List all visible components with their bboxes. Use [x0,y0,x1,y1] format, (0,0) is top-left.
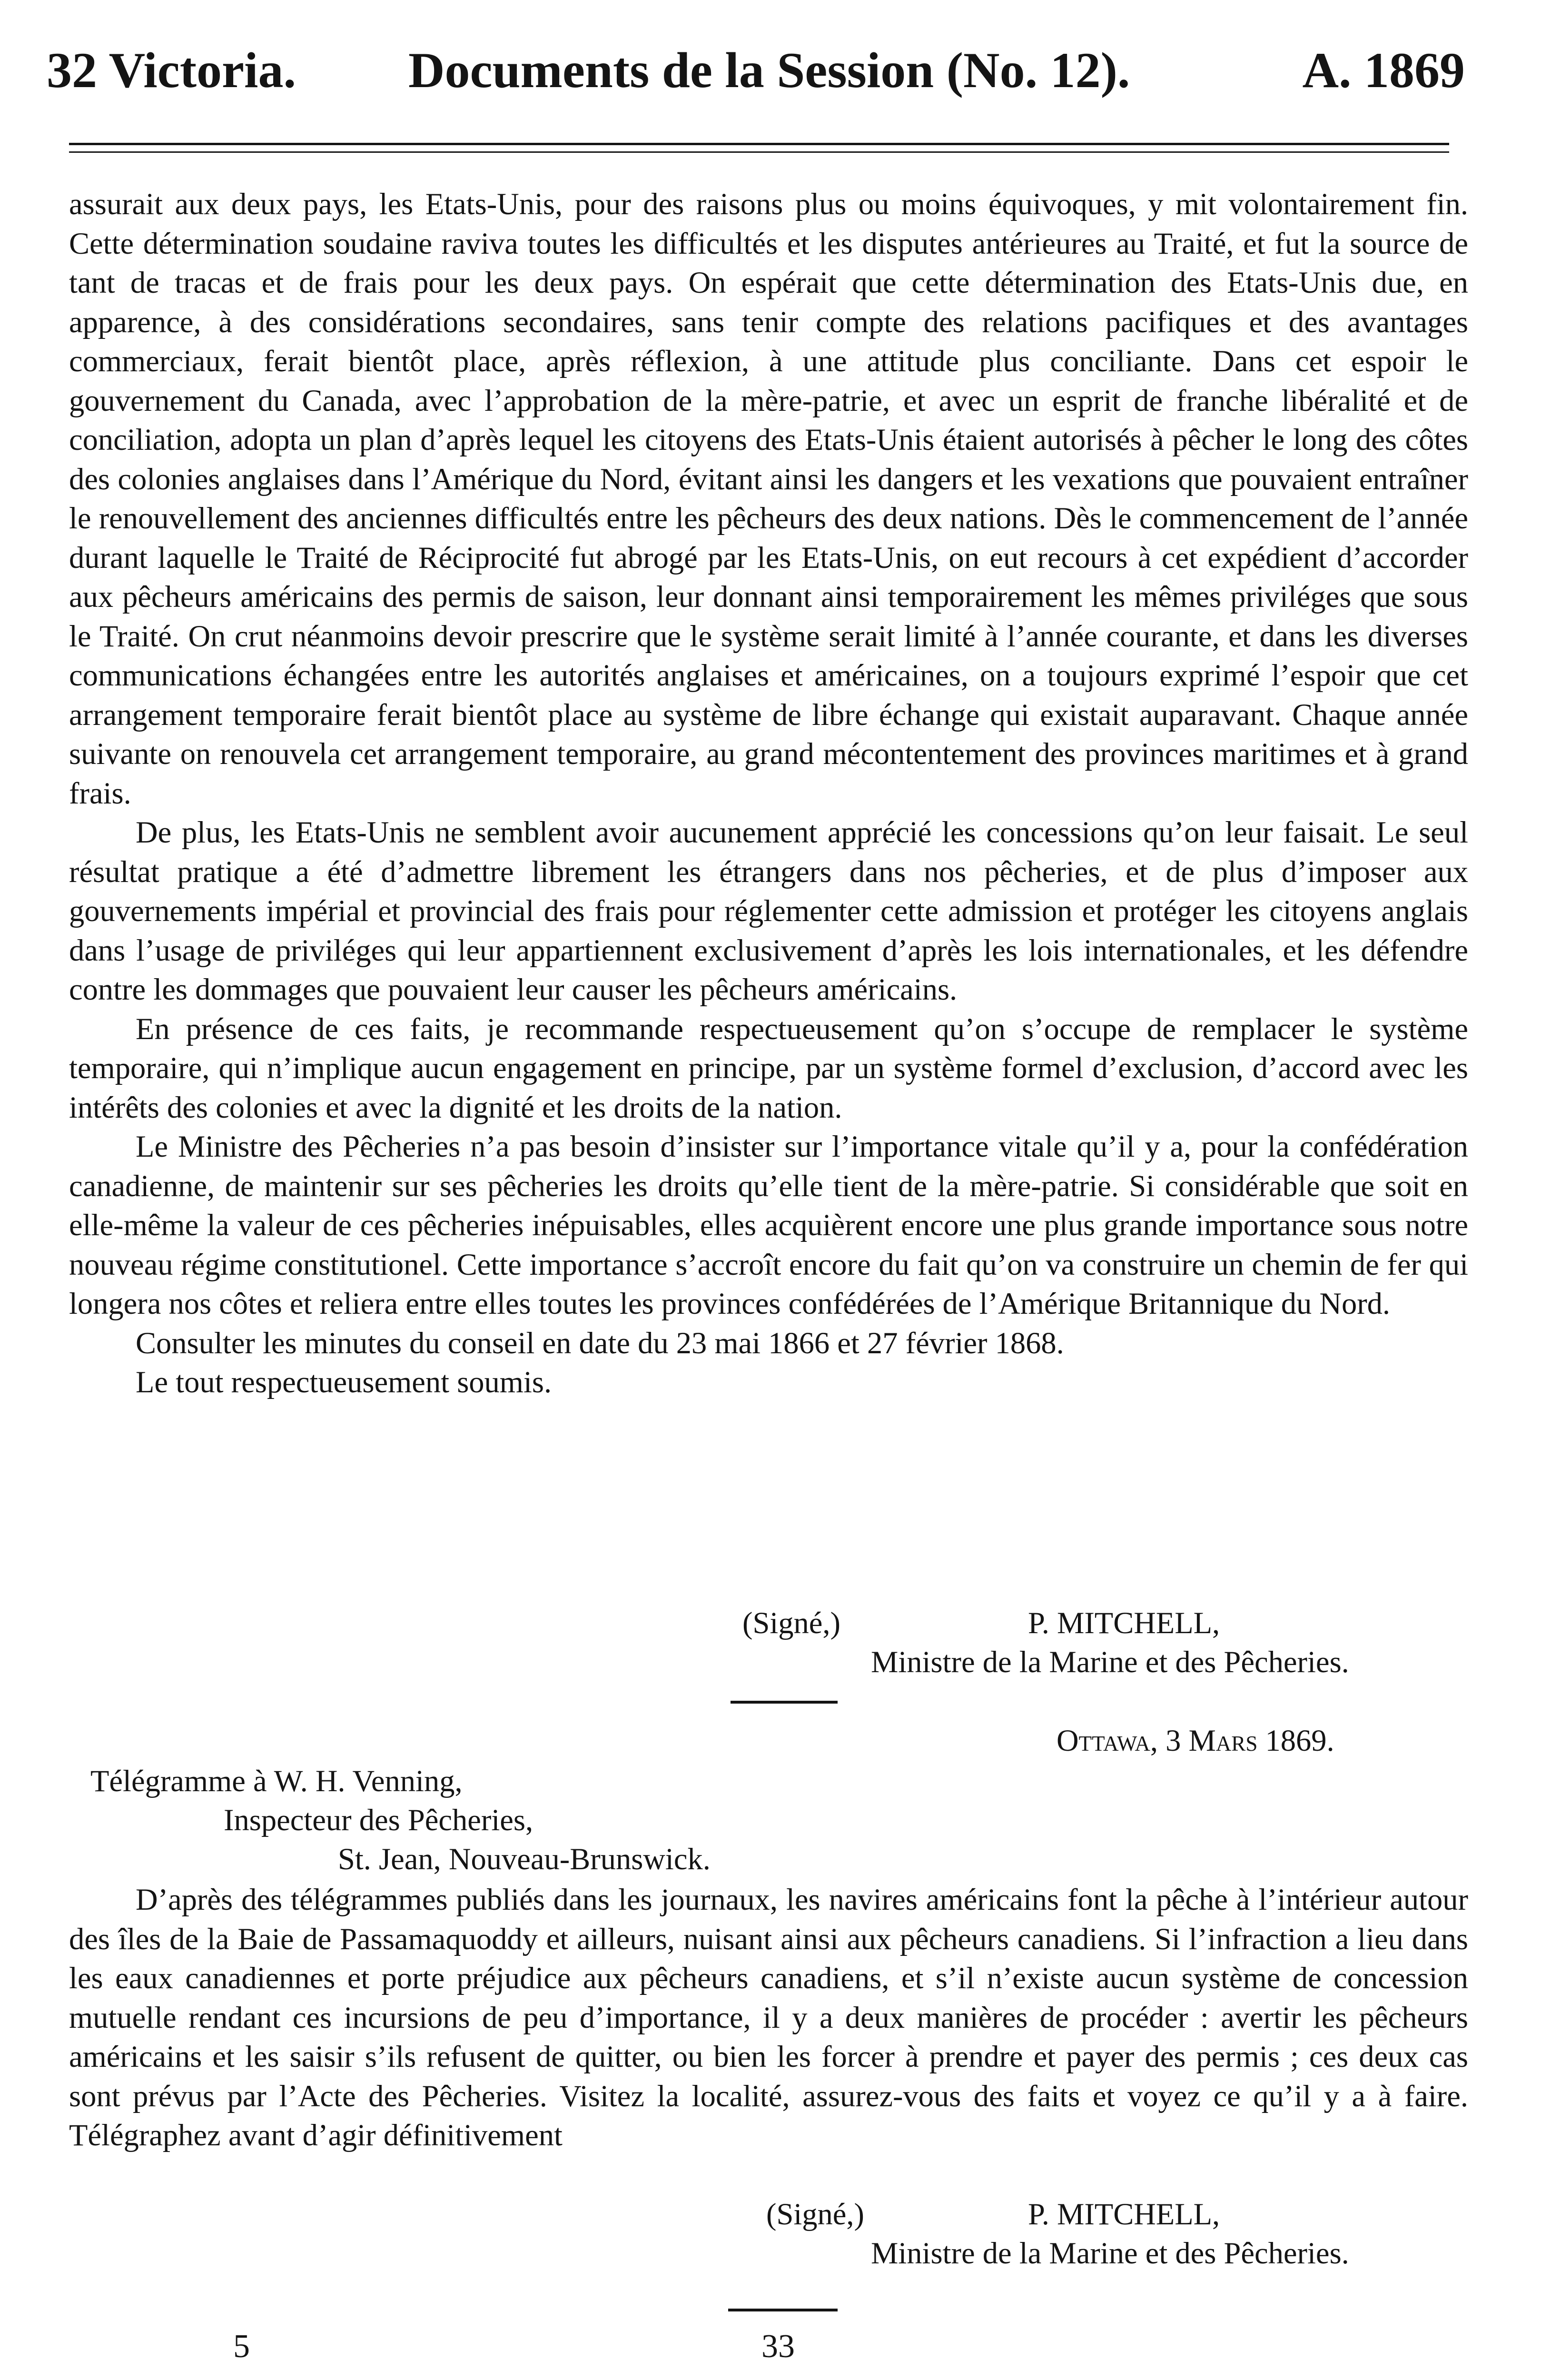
header-title: Documents de la Session (No. 12). [408,42,1130,98]
signer-title: Ministre de la Marine et des Pêcheries. [871,1645,1349,1679]
signer-name: P. MITCHELL, [1028,1606,1220,1640]
header-rule-thin [69,151,1449,153]
telegram-signer-title: Ministre de la Marine et des Pêcheries. [871,2236,1349,2270]
telegram-addressee: Télégramme à W. H. Venning, [90,1764,463,1798]
separator-rule [731,1701,838,1704]
paragraph: D’après des télégrammes publiés dans les journaux, les navires américains font la pêche à l’intérieur autour des îles de la Baie de Passamaquoddy et ailleurs, nuisant ainsi aux pêcheurs canadiens. Si l’infraction a lieu dans les eaux canadiennes et porte préjudice aux pêcheurs canadiens, et s’il n’existe aucun système de concession mutuelle rendant ces incursions de peu d’importance, il y a deux manières de procéder : avertir les pêcheurs américains et les saisir s’ils refusent de quitter, ou bien les forcer à prendre et payer des permis ; ces deux cas sont prévus par l’Acte des Pêcheries. Visitez la localité, assurez-vous des faits et voyez ce qu’il y a à faire. Télégraphez avant d’agir définitivement [69,1883,1468,2152]
telegram-signed-label: (Signé,) [766,2197,865,2231]
paragraph: Consulter les minutes du conseil en date du 23 mai 1866 et 27 février 1868. [136,1326,1064,1360]
header-session: 32 Victoria. [47,42,296,98]
footer-rule [728,2309,838,2311]
paragraph: Le Ministre des Pêcheries n’a pas besoin d’insister sur l’importance vitale qu’il y a, pour la confédération canadienne, de maintenir sur ses pêcheries les droits qu’elle tient de la mère-patrie. Si considérable que soit en elle-même la valeur de ces pêcheries inépuisables, elles acquièrent encore une plus grande importance sous notre nouveau régime constitutionel. Cette importance s’accroît encore du fait qu’on va construire un chemin de fer qui longera nos côtes et reliera entre elles toutes les provinces confédérées de l’Amérique Britannique du Nord. [69,1130,1468,1320]
header-year: A. 1869 [1302,42,1465,98]
paragraph: En présence de ces faits, je recommande respectueusement qu’on s’occupe de remplacer le système temporaire, qui n’implique aucun engagement en principe, par un système formel d’exclusion, d’accord avec les intérêts des colonies et avec la dignité et les droits de la nation. [69,1012,1468,1124]
footer-left-number: 5 [233,2328,250,2365]
paragraph: assurait aux deux pays, les Etats-Unis, pour des raisons plus ou moins équivoques, y mit volontairement fin. Cette détermination soudaine raviva toutes les difficultés et les disputes antérieures au Traité, et fut la source de tant de tracas et de frais pour les deux pays. On espérait que cette détermination des Etats-Unis due, en apparence, à des considérations secondaires, sans tenir compte des relations pacifiques et des avantages commerciaux, ferait bientôt place, après réflexion, à une attitude plus conciliante. Dans cet espoir le gouvernement du Canada, avec l’approbation de la mère-patrie, et avec un esprit de franche libéralité et de conciliation, adopta un plan d’après lequel les citoyens des Etats-Unis étaient autorisés à pêcher le long des côtes des colonies anglaises dans l’Amérique du Nord, évitant ainsi les dangers et les vexations que pouvaient entraîner le renouvellement des anciennes difficultés entre les pêcheurs des deux nations. Dès le commencement de l’année durant laquelle le Traité de Réciprocité fut abrogé par les Etats-Unis, on eut recours à cet expédient d’accorder aux pêcheurs américains des permis de saison, leur donnant ainsi temporairement les mêmes priviléges que sous le Traité. On crut néanmoins devoir prescrire que le système serait limité à l’année courante, et dans les diverses communications échangées entre les autorités anglaises et américaines, on a toujours exprimé l’espoir que cet arrangement temporaire ferait bientôt place au système de libre échange qui existait auparavant. Chaque année suivante on renouvela cet arrangement temporaire, au grand mécontentement des provinces maritimes et à grand frais. [69,187,1468,810]
signed-label: (Signé,) [742,1606,841,1640]
addressee-location: St. Jean, Nouveau-Brunswick. [338,1842,711,1876]
addressee-title: Inspecteur des Pêcheries, [224,1803,533,1837]
page-number: 33 [761,2328,795,2365]
report-body [69,185,1468,1402]
header-rule [69,143,1449,145]
telegram-body [69,1880,1468,2155]
telegram-signer-name: P. MITCHELL, [1028,2197,1220,2231]
paragraph: Le tout respectueusement soumis. [136,1365,552,1399]
paragraph: De plus, les Etats-Unis ne semblent avoir aucunement apprécié les concessions qu’on leur faisait. Le seul résultat pratique a été d’admettre librement les étrangers dans nos pêcheries, et de plus d’imposer aux gouvernements impérial et provincial des frais pour réglementer cette admission et protéger les citoyens anglais dans l’usage de priviléges qui leur appartiennent exclusivement d’après les lois internationales, et les défendre contre les dommages que pouvaient leur causer les pêcheurs américains. [69,815,1468,1006]
telegram-place-date: Ottawa, 3 Mars 1869. [1057,1724,1334,1757]
